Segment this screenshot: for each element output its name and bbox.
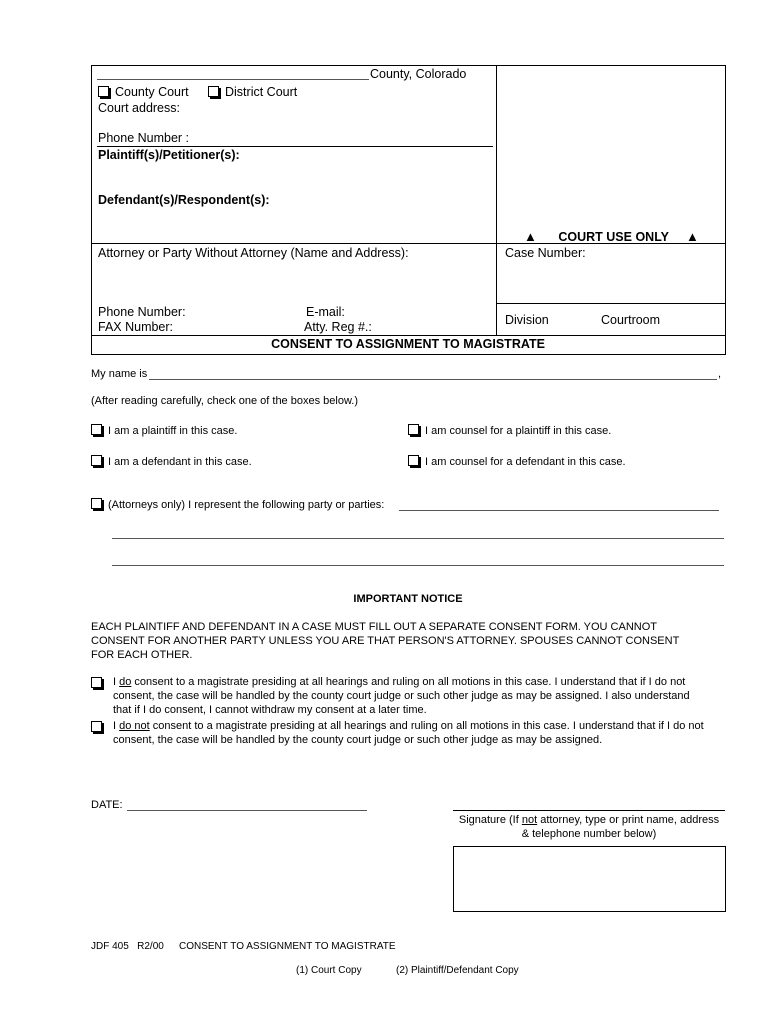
party-copy-label: (2) Plaintiff/Defendant Copy (396, 965, 519, 976)
atty-phone-label: Phone Number: (98, 305, 186, 319)
atty-email-label: E-mail: (306, 305, 345, 319)
checkbox-icon[interactable] (408, 424, 419, 435)
form-id: JDF 405 R2/00 (91, 941, 164, 952)
date-label: DATE: (91, 799, 123, 811)
counsel-defendant-option[interactable]: I am counsel for a defendant in this case. (408, 455, 626, 468)
caption-divider-case (497, 303, 725, 304)
district-court-option[interactable]: District Court (208, 85, 297, 99)
footer-form-title: CONSENT TO ASSIGNMENT TO MAGISTRATE (179, 941, 396, 952)
division-label: Division (505, 313, 549, 327)
atty-fax-label: FAX Number: (98, 320, 174, 334)
caption-divider-title (91, 335, 725, 336)
form-title: CONSENT TO ASSIGNMENT TO MAGISTRATE (271, 337, 545, 351)
signature-caption: Signature (If not attorney, type or print name, address & telephone number below) (458, 814, 720, 840)
notice-title: IMPORTANT NOTICE (353, 593, 463, 605)
courtroom-label: Courtroom (601, 313, 661, 327)
caption-divider-vertical (496, 65, 497, 335)
signature-line[interactable] (453, 810, 725, 811)
parties-field-3[interactable] (112, 565, 724, 566)
checkbox-icon[interactable] (98, 86, 109, 97)
counsel-plaintiff-option[interactable]: I am counsel for a plaintiff in this case. (408, 424, 611, 437)
checkbox-icon[interactable] (91, 424, 102, 435)
county-name-line (97, 79, 369, 80)
up-triangle-icon: ▲ (524, 229, 537, 244)
date-field[interactable] (127, 810, 367, 811)
attorney-label: Attorney or Party Without Attorney (Name and Address): (98, 246, 409, 260)
caption-box (91, 65, 726, 355)
court-copy-label: (1) Court Copy (296, 965, 362, 976)
defendant-option[interactable]: I am a defendant in this case. (91, 455, 252, 468)
checkbox-icon[interactable] (91, 455, 102, 466)
case-number-label: Case Number: (505, 246, 586, 260)
checkbox-icon[interactable] (91, 721, 102, 732)
checkbox-icon[interactable] (91, 498, 102, 509)
phone-number-label: Phone Number : (98, 131, 190, 145)
consent-do-not-option[interactable]: I do not consent to a magistrate presiding at all hearings and ruling on all motions in this case. I understand that if I do not consent, the case will be handled by the county court judge or such other judge as may be assigned. (91, 719, 704, 747)
county-court-option[interactable]: County Court (98, 85, 189, 99)
plaintiffs-label: Plaintiff(s)/Petitioner(s): (98, 148, 240, 162)
signature-details-box[interactable] (453, 846, 726, 912)
parties-field-2[interactable] (112, 538, 724, 539)
my-name-comma: , (718, 368, 722, 380)
up-triangle-icon: ▲ (686, 229, 699, 244)
consent-do-option[interactable]: I do consent to a magistrate presiding at all hearings and ruling on all motions in this case. I understand that if I do not consent, the case will be handled by the county court judge or such other judge as may be assigned. I also understand that if I do consent, I cannot withdraw my consent at a later time. (91, 675, 690, 717)
instruction-text: (After reading carefully, check one of the boxes below.) (91, 395, 358, 407)
atty-reg-label: Atty. Reg #.: (304, 320, 372, 334)
phone-underline (97, 146, 493, 147)
plaintiff-option[interactable]: I am a plaintiff in this case. (91, 424, 237, 437)
notice-text: EACH PLAINTIFF AND DEFENDANT IN A CASE MUST FILL OUT A SEPARATE CONSENT FORM. YOU CANNOT CONSENT FOR ANOTHER PARTY UNLESS YOU ARE THAT PERSON'S ATTORNEY. SPOUSES CANNOT CONSENT FOR EACH OTHER. (91, 621, 680, 661)
my-name-label: My name is (91, 368, 148, 380)
checkbox-icon[interactable] (208, 86, 219, 97)
parties-field-1[interactable] (399, 510, 719, 511)
checkbox-icon[interactable] (408, 455, 419, 466)
defendants-label: Defendant(s)/Respondent(s): (98, 193, 270, 207)
checkbox-icon[interactable] (91, 677, 102, 688)
attorneys-only-option[interactable]: (Attorneys only) I represent the following party or parties: (91, 498, 384, 511)
my-name-field[interactable] (149, 379, 717, 380)
court-use-only-header: ▲ COURT USE ONLY ▲ (524, 229, 699, 244)
court-address-label: Court address: (98, 101, 180, 115)
county-label: County, Colorado (370, 67, 467, 81)
